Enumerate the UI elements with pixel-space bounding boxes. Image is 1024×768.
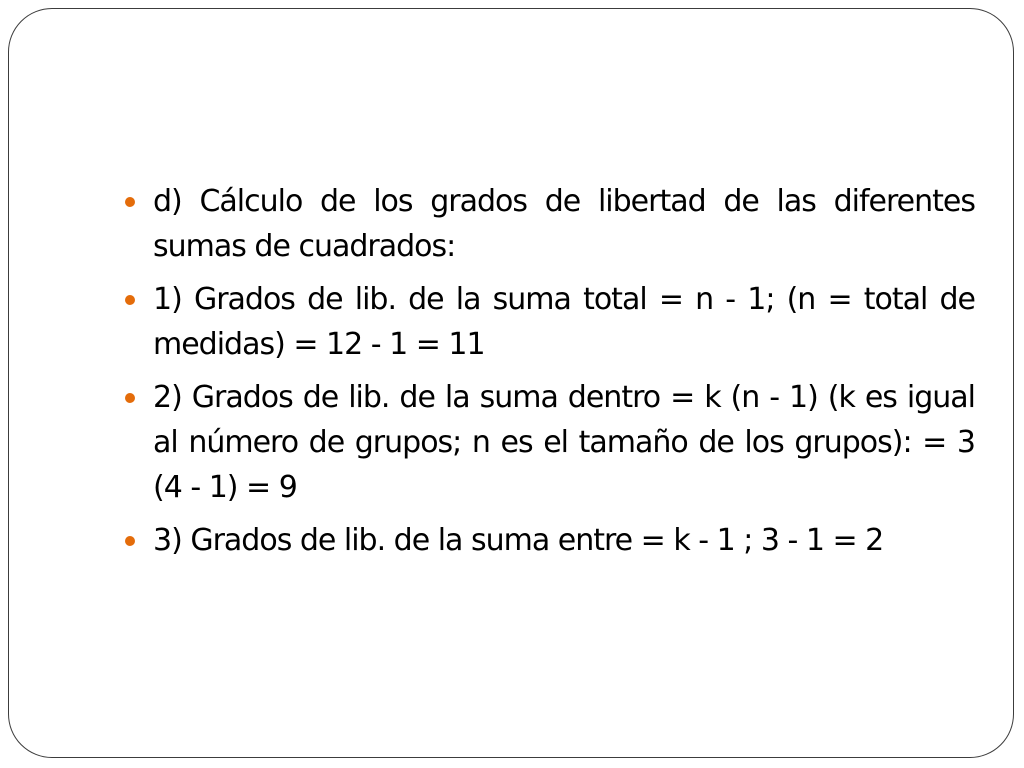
bullet-text: 3) Grados de lib. de la suma entre = k - 1 ; 3 - 1 = 2 bbox=[153, 523, 884, 558]
bullet-item-d bbox=[119, 179, 975, 269]
bullet-item-2 bbox=[119, 375, 975, 510]
bullet-list bbox=[119, 179, 975, 571]
bullet-item-3 bbox=[119, 518, 975, 563]
bullet-item-1 bbox=[119, 277, 975, 367]
bullet-dot-icon bbox=[125, 536, 135, 546]
bullet-text: d) Cálculo de los grados de libertad de las diferentes sumas de cuadrados: bbox=[153, 184, 975, 264]
bullet-dot-icon bbox=[125, 295, 135, 305]
bullet-dot-icon bbox=[125, 393, 135, 403]
bullet-text: 2) Grados de lib. de la suma dentro = k (n - 1) (k es igual al número de grupos; n es el tamaño de los grupos): = 3 (4 - 1) = 9 bbox=[153, 380, 975, 505]
bullet-dot-icon bbox=[125, 197, 135, 207]
slide-frame bbox=[8, 8, 1014, 758]
bullet-text: 1) Grados de lib. de la suma total = n - 1; (n = total de medidas) = 12 - 1 = 11 bbox=[153, 282, 975, 362]
